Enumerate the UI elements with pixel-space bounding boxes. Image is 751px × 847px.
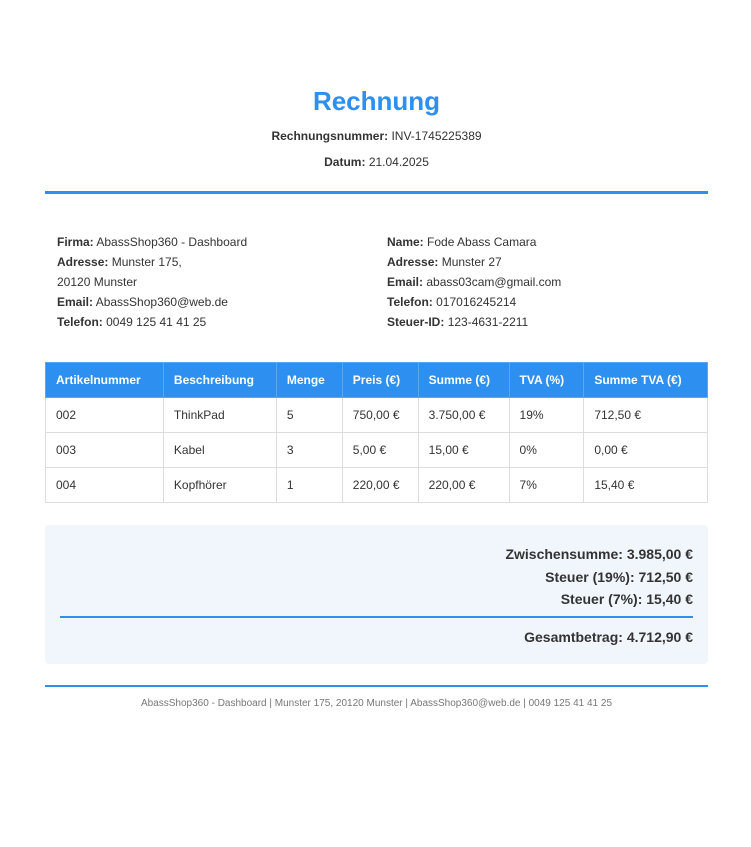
seller-info [57,232,247,332]
seller-address-line1: Munster 175, [111,255,182,269]
table-cell: 3 [276,433,342,468]
seller-email-label: Email: [57,295,94,309]
customer-address-value: Munster 27 [441,255,502,269]
customer-name-value: Fode Abass Camara [427,235,537,249]
table-cell: 004 [46,468,164,503]
column-header: Artikelnummer [46,363,164,398]
column-header: Beschreibung [163,363,276,398]
table-row [46,468,708,503]
invoice-number [45,129,708,143]
customer-address [387,252,561,272]
table-cell: 0% [509,433,584,468]
table-cell: 5 [276,398,342,433]
table-row [46,433,708,468]
items-table [45,362,708,503]
customer-name [387,232,561,252]
seller-address-line2: 20120 Munster [57,275,138,289]
customer-email [387,272,561,292]
customer-tax-id [387,312,561,332]
seller-phone-label: Telefon: [57,315,103,329]
table-cell: 5,00 € [342,433,418,468]
seller-firm-value: AbassShop360 - Dashboard [96,235,248,249]
seller-firm-label: Firma: [57,235,94,249]
customer-phone-value: 017016245214 [436,295,517,309]
subtotal: Zwischensumme: 3.985,00 € [505,546,693,562]
header-divider [45,191,708,194]
customer-phone-label: Telefon: [387,295,433,309]
table-cell: 712,50 € [584,398,708,433]
customer-name-label: Name: [387,235,424,249]
customer-phone [387,292,561,312]
table-cell: 3.750,00 € [418,398,509,433]
customer-tax-id-value: 123-4631-2211 [447,315,529,329]
footer-divider [45,685,708,687]
table-header-row [46,363,708,398]
table-cell: 15,40 € [584,468,708,503]
totals-box [45,525,708,664]
totals-divider [60,616,693,618]
table-row [46,398,708,433]
table-cell: 750,00 € [342,398,418,433]
seller-address [57,252,247,272]
customer-address-label: Adresse: [387,255,439,269]
grand-total: Gesamtbetrag: 4.712,90 € [524,629,693,645]
invoice-number-label: Rechnungsnummer: [271,129,389,143]
customer-email-value: abass03cam@gmail.com [426,275,562,289]
invoice-date [45,155,708,169]
tax-19: Steuer (19%): 712,50 € [545,569,693,585]
column-header: Summe TVA (€) [584,363,708,398]
table-cell: 15,00 € [418,433,509,468]
table-cell: Kabel [163,433,276,468]
tax-7: Steuer (7%): 15,40 € [560,591,693,607]
table-cell: 0,00 € [584,433,708,468]
seller-phone [57,312,247,332]
customer-info [387,232,561,332]
invoice-date-value: 21.04.2025 [368,155,429,169]
table-cell: 220,00 € [342,468,418,503]
column-header: Preis (€) [342,363,418,398]
column-header: Summe (€) [418,363,509,398]
page-title: Rechnung [312,86,441,116]
table-cell: 19% [509,398,584,433]
table-cell: 7% [509,468,584,503]
seller-phone-value: 0049 125 41 41 25 [106,315,207,329]
seller-email-value: AbassShop360@web.de [95,295,228,309]
footer-text: AbassShop360 - Dashboard | Munster 175, 20120 Munster | AbassShop360@web.de | 0049 125 41 41 25 [140,698,613,709]
column-header: TVA (%) [509,363,584,398]
customer-tax-id-label: Steuer-ID: [387,315,445,329]
table-cell: 003 [46,433,164,468]
column-header: Menge [276,363,342,398]
seller-address-label: Adresse: [57,255,109,269]
table-cell: ThinkPad [163,398,276,433]
table-cell: Kopfhörer [163,468,276,503]
invoice-date-label: Datum: [324,155,366,169]
seller-email [57,292,247,312]
table-cell: 002 [46,398,164,433]
table-cell: 1 [276,468,342,503]
customer-email-label: Email: [387,275,424,289]
invoice-number-value: INV-1745225389 [391,129,482,143]
seller-firm [57,232,247,252]
table-cell: 220,00 € [418,468,509,503]
